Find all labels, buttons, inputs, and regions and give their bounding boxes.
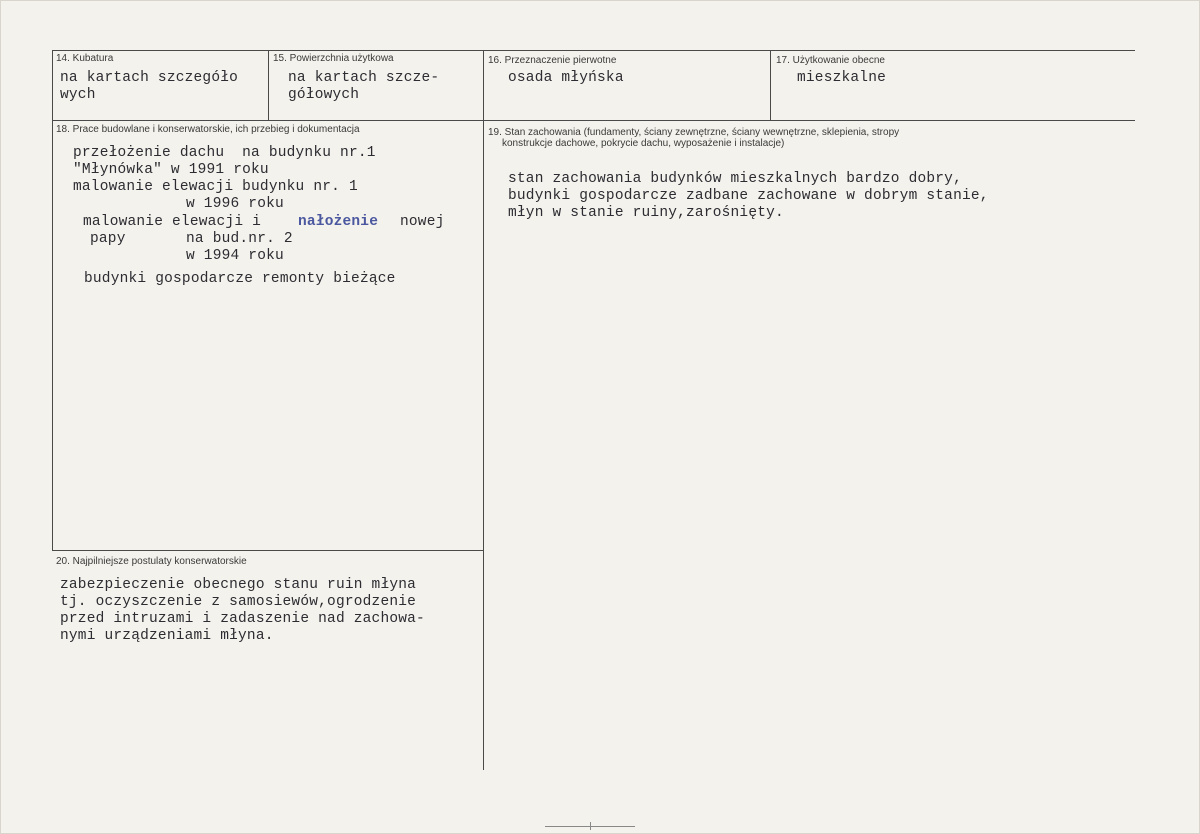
field-18-label: 18. Prace budowlane i konserwatorskie, ich przebieg i dokumentacja xyxy=(56,124,360,135)
field-18-line4: w 1996 roku xyxy=(186,196,284,212)
field-14-value-line1: na kartach szczegóło xyxy=(60,70,239,86)
field-19-line2: budynki gospodarcze zadbane zachowane w dobrym stanie, xyxy=(508,188,989,204)
divider-main xyxy=(483,50,484,770)
field-19-label-line1: 19. Stan zachowania (fundamenty, ściany zewnętrzne, ściany wewnętrzne, sklepienia, stropy xyxy=(488,127,900,138)
field-16-value: osada młyńska xyxy=(508,70,624,86)
field-16-label: 16. Przeznaczenie pierwotne xyxy=(488,55,617,66)
field-18-line5a: malowanie elewacji i xyxy=(83,214,262,230)
divider-14-15 xyxy=(268,50,269,120)
top-border xyxy=(52,50,1135,51)
field-20-line2: tj. oczyszczenie z samosiewów,ogrodzenie xyxy=(60,594,417,610)
field-18-line5c: nowej xyxy=(400,214,445,230)
row1-bottom-border xyxy=(52,120,1135,121)
field-20-line4: nymi urządzeniami młyna. xyxy=(60,628,274,644)
field-18-line1: przełożenie dachu na budynku nr.1 xyxy=(73,145,376,161)
field-18-line6b: na bud.nr. 2 xyxy=(186,231,293,247)
field-18-line2: "Młynówka" w 1991 roku xyxy=(73,162,269,178)
field-18-line3: malowanie elewacji budynku nr. 1 xyxy=(73,179,358,195)
field-15-value-line1: na kartach szcze- xyxy=(288,70,440,86)
field-20-line3: przed intruzami i zadaszenie nad zachowa- xyxy=(60,611,425,627)
field-18-line7: w 1994 roku xyxy=(186,248,284,264)
bottom-tick xyxy=(590,822,591,830)
field-19-line3: młyn w stanie ruiny,zarośnięty. xyxy=(508,205,784,221)
field-14-label: 14. Kubatura xyxy=(56,53,114,64)
field-18-line6a: papy xyxy=(90,231,126,247)
field-17-label: 17. Użytkowanie obecne xyxy=(776,55,885,66)
field-20-label: 20. Najpilniejsze postulaty konserwatorskie xyxy=(56,556,247,567)
field-15-value-line2: gółowych xyxy=(288,87,360,103)
left-border xyxy=(52,50,53,550)
field-18-line8: budynki gospodarcze remonty bieżące xyxy=(84,271,396,287)
row3-top-border xyxy=(52,550,484,551)
field-14-value-line2: wych xyxy=(60,87,96,103)
divider-16-17 xyxy=(770,50,771,120)
field-18-overstruck-word: nałożenie xyxy=(298,214,379,230)
field-19-line1: stan zachowania budynków mieszkalnych bardzo dobry, xyxy=(508,171,962,187)
field-20-line1: zabezpieczenie obecnego stanu ruin młyna xyxy=(60,577,417,593)
field-15-label: 15. Powierzchnia użytkowa xyxy=(273,53,394,64)
field-17-value: mieszkalne xyxy=(797,70,887,86)
field-19-label-line2: konstrukcje dachowe, pokrycie dachu, wyposażenie i instalacje) xyxy=(502,138,785,149)
